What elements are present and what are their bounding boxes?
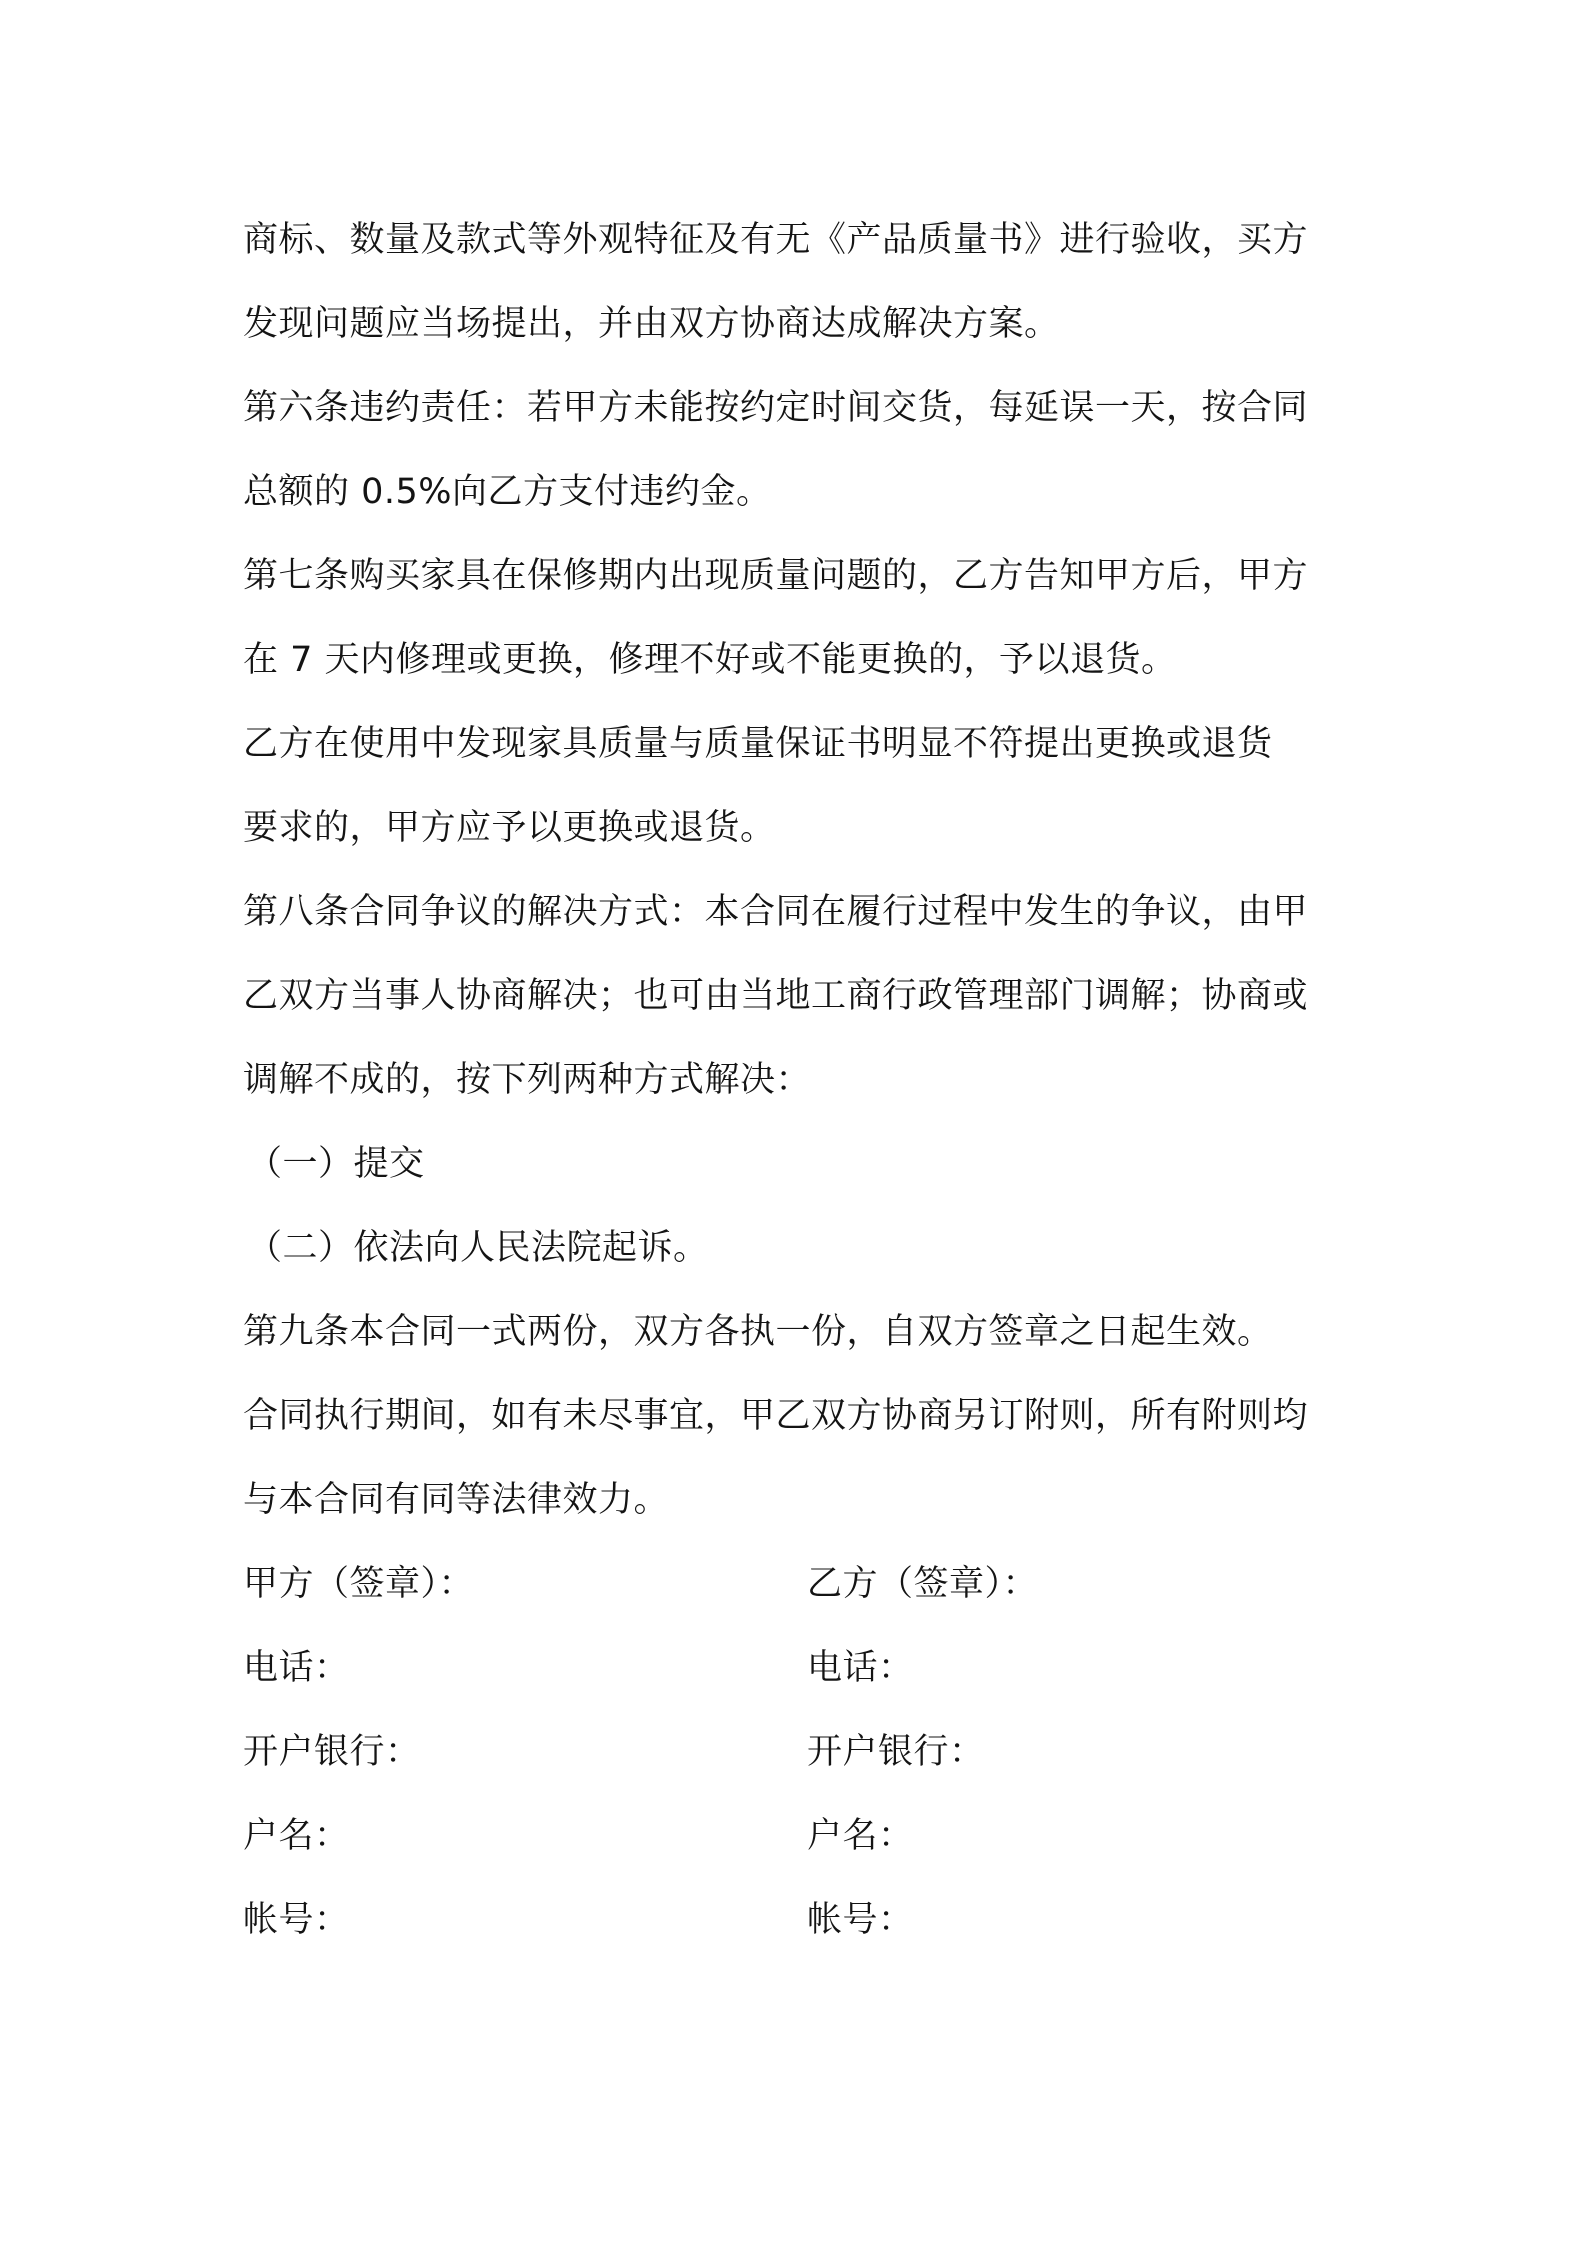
signature-row-bank xyxy=(243,1710,1363,1794)
party-b-account-number-label: 帐号： xyxy=(807,1900,914,1940)
party-a-seal-label: 甲方（签章）： xyxy=(243,1564,475,1604)
article-7-line: 第七条购买家具在保修期内出现质量问题的，乙方告知甲方后，甲方 xyxy=(243,556,1309,596)
party-a-account-name-label: 户名： xyxy=(243,1816,350,1856)
party-a-bank-label: 开户银行： xyxy=(243,1732,421,1772)
text-line: 发现问题应当场提出，并由双方协商达成解决方案。 xyxy=(243,304,1060,344)
text-line: 在 7 天内修理或更换，修理不好或不能更换的，予以退货。 xyxy=(243,640,1177,680)
text-line: 与本合同有同等法律效力。 xyxy=(243,1480,670,1520)
text-line: 乙双方当事人协商解决；也可由当地工商行政管理部门调解；协商或 xyxy=(243,976,1309,1016)
party-b-phone-label: 电话： xyxy=(807,1648,914,1688)
party-b-seal-label: 乙方（签章）： xyxy=(807,1564,1039,1604)
article-6-line: 第六条违约责任：若甲方未能按约定时间交货，每延误一天，按合同 xyxy=(243,388,1309,428)
text-line: 合同执行期间，如有未尽事宜，甲乙双方协商另订附则，所有附则均 xyxy=(243,1396,1309,1436)
text-line: 要求的，甲方应予以更换或退货。 xyxy=(243,808,776,848)
signature-row-phone xyxy=(243,1626,1363,1710)
party-b-account-name-label: 户名： xyxy=(807,1816,914,1856)
article-9-line: 第九条本合同一式两份，双方各执一份，自双方签章之日起生效。 xyxy=(243,1312,1273,1352)
article-8-line: 第八条合同争议的解决方式：本合同在履行过程中发生的争议，由甲 xyxy=(243,892,1309,932)
text-line: 商标、数量及款式等外观特征及有无《产品质量书》进行验收，买方 xyxy=(243,220,1309,260)
party-a-account-number-label: 帐号： xyxy=(243,1900,350,1940)
text-line: 乙方在使用中发现家具质量与质量保证书明显不符提出更换或退货 xyxy=(243,724,1273,764)
option-2-line: （二）依法向人民法院起诉。 xyxy=(247,1228,709,1268)
signature-row-account-name xyxy=(243,1794,1363,1878)
signature-row-seal xyxy=(243,1542,1363,1626)
text-line: 调解不成的，按下列两种方式解决： xyxy=(243,1060,812,1100)
text-line: 总额的 0.5%向乙方支付违约金。 xyxy=(243,472,772,512)
party-b-bank-label: 开户银行： xyxy=(807,1732,985,1772)
contract-body xyxy=(243,198,1363,1962)
signature-row-account-number xyxy=(243,1878,1363,1962)
party-a-phone-label: 电话： xyxy=(243,1648,350,1688)
option-1-line: （一）提交 xyxy=(247,1144,425,1184)
